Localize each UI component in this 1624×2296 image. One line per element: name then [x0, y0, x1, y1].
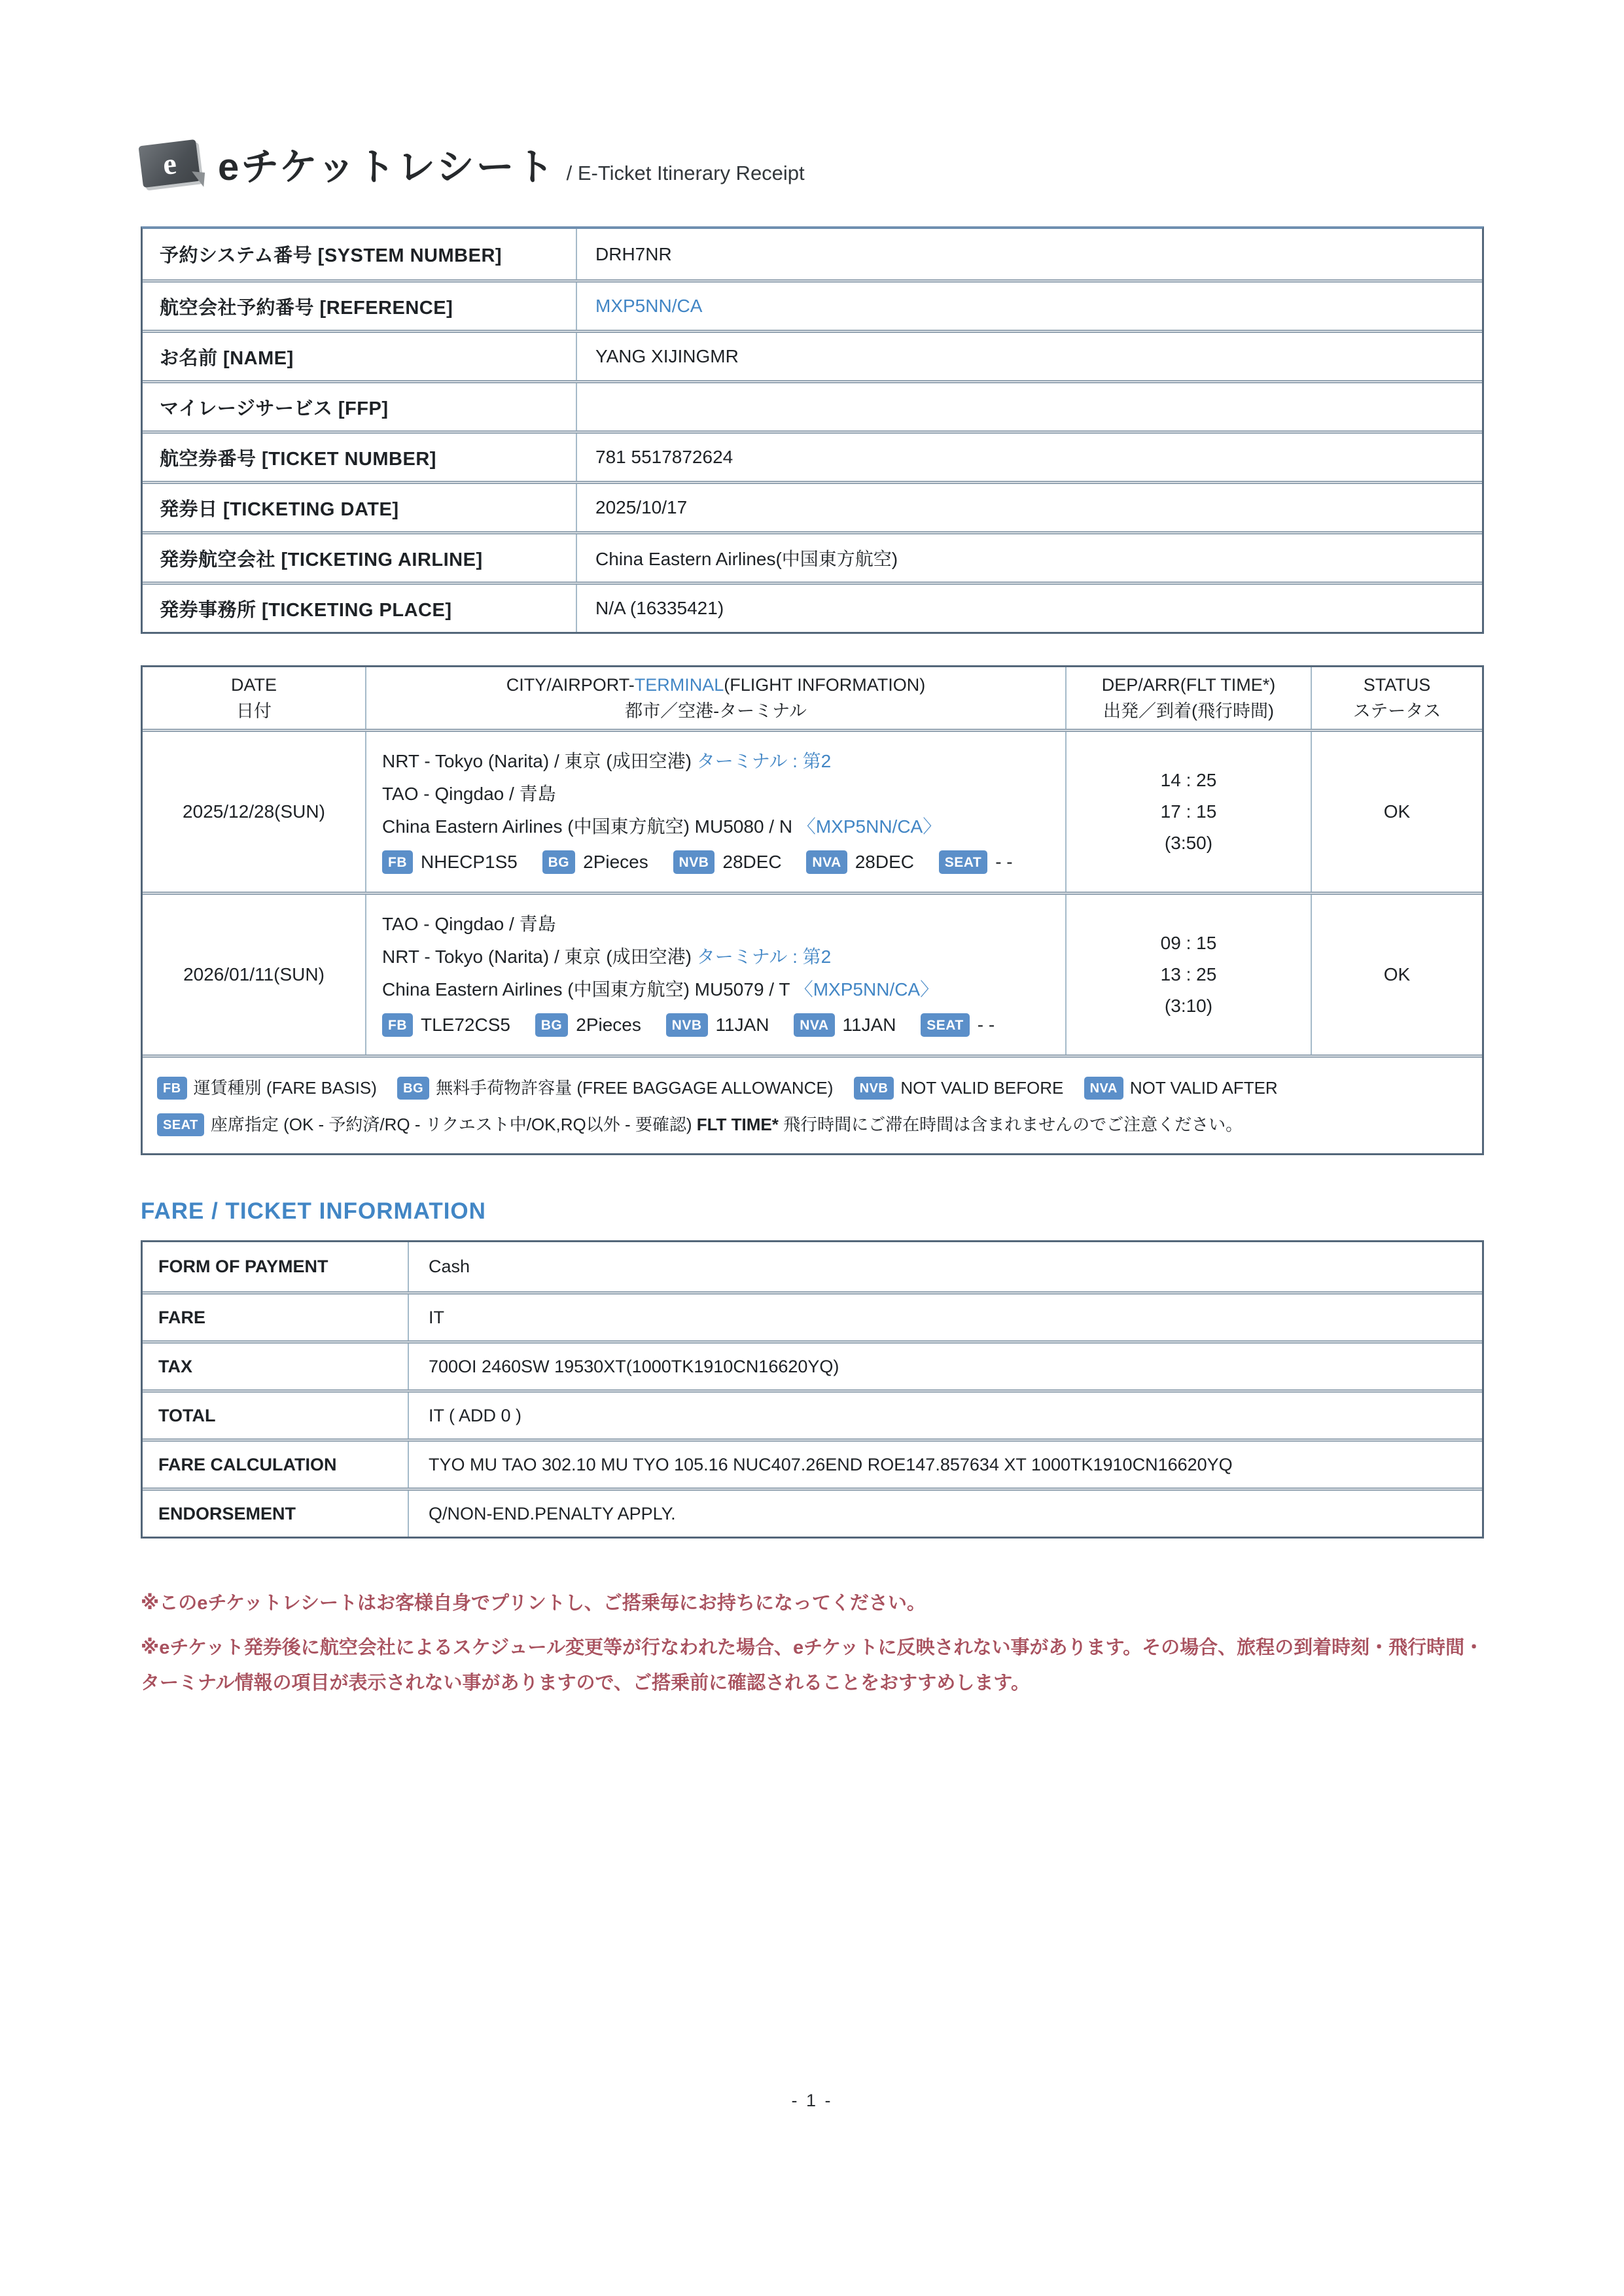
seat-legend-main: 座席指定 (OK - 予約済/RQ - リクエスト中/OK,RQ以外 - 要確認)	[210, 1115, 697, 1134]
ticketing-airline-label: 発券航空会社 [TICKETING AIRLINE]	[160, 549, 483, 570]
fare-calculation-label: FARE CALCULATION	[158, 1454, 337, 1474]
header-city-ja: 都市／空港-ターミナル	[625, 701, 807, 721]
table-row	[143, 1438, 1482, 1487]
table-row	[143, 430, 1482, 481]
terminal-info: ターミナル : 第2	[696, 751, 832, 771]
header-date-en: DATE	[230, 675, 277, 695]
header-city-en	[506, 672, 926, 698]
flight-date: 2026/01/11(SUN)	[183, 964, 325, 984]
header-dep-en: DEP/ARR(FLT TIME*)	[1101, 675, 1276, 695]
bg-badge: BG	[542, 850, 576, 874]
table-row	[143, 1389, 1482, 1438]
total-value: IT ( ADD 0 )	[408, 1393, 1482, 1438]
arrival-time: 13 : 25	[1160, 964, 1217, 984]
eticket-icon-letter: e	[161, 146, 178, 181]
segment-line	[382, 941, 1059, 973]
document-title	[218, 136, 805, 191]
header-dep-arr	[1065, 667, 1311, 729]
legend-line-1	[157, 1070, 1469, 1106]
fb-badge: FB	[157, 1077, 187, 1100]
fare-badges-line	[382, 846, 1059, 878]
table-row	[143, 229, 1482, 279]
fb-legend-text: 運賃種別 (FARE BASIS)	[193, 1078, 377, 1098]
header-dep-ja: 出発／到着(飛行時間)	[1103, 701, 1274, 721]
departure-time: 09 : 15	[1160, 933, 1217, 953]
flt-time-note: 飛行時間にご滞在時間は含まれませんのでご注意ください。	[778, 1115, 1243, 1134]
title-japanese: eチケットレシート	[218, 146, 556, 188]
nva-badge: NVA	[1084, 1077, 1123, 1100]
bg-badge: BG	[535, 1013, 569, 1037]
terminal-info: ターミナル : 第2	[696, 947, 832, 967]
system-number-label: 予約システム番号 [SYSTEM NUMBER]	[160, 245, 503, 266]
table-row	[143, 380, 1482, 430]
reference-label: 航空会社予約番号 [REFERENCE]	[160, 297, 453, 319]
header-city-pre: CITY/AIRPORT-	[506, 675, 635, 695]
seat-badge: SEAT	[157, 1113, 204, 1136]
table-row	[143, 582, 1482, 632]
tax-label: TAX	[158, 1356, 192, 1376]
note-schedule-change: ※eチケット発券後に航空会社によるスケジュール変更等が行なわれた場合、eチケットに反映されない事があります。その場合、旅程の到着時刻・飛行時間・ターミナル情報の項目が表示されない事がありますので、ご搭乗前に確認されることをおすすめします。	[141, 1637, 1484, 1694]
header-status-en: STATUS	[1363, 675, 1431, 695]
fb-badge: FB	[382, 850, 413, 874]
flight-date: 2025/12/28(SUN)	[183, 801, 325, 822]
nvb-badge: NVB	[666, 1013, 708, 1037]
ticketing-date-value: 2025/10/17	[576, 484, 1482, 531]
table-row	[143, 330, 1482, 380]
legend-line-2	[157, 1106, 1469, 1143]
form-of-payment-value: Cash	[408, 1242, 1482, 1291]
fare-calculation-value: TYO MU TAO 302.10 MU TYO 105.16 NUC407.26END ROE147.857634 XT 1000TK1910CN16620YQ	[408, 1442, 1482, 1487]
flight-number-line	[382, 810, 1059, 843]
flight-times	[1065, 732, 1311, 892]
nva-value: 28DEC	[855, 852, 914, 872]
table-row	[143, 1242, 1482, 1291]
booking-info-table	[141, 226, 1484, 634]
table-row	[143, 279, 1482, 330]
ticket-number-label: 航空券番号 [TICKET NUMBER]	[160, 448, 436, 470]
segment-text: NRT - Tokyo (Narita) / 東京 (成田空港)	[382, 751, 697, 771]
nvb-value: 11JAN	[715, 1015, 769, 1035]
nva-value: 11JAN	[842, 1015, 896, 1035]
table-row	[143, 1291, 1482, 1340]
fb-value: TLE72CS5	[421, 1015, 510, 1035]
ticketing-airline-value: China Eastern Airlines(中国東方航空)	[576, 534, 1482, 582]
table-row	[143, 1487, 1482, 1537]
seat-value: - -	[995, 852, 1013, 872]
arrival-time: 17 : 15	[1160, 801, 1217, 822]
table-row	[143, 531, 1482, 582]
flight-city-info	[365, 732, 1065, 892]
header-status-ja: ステータス	[1352, 701, 1441, 721]
segment-line	[382, 778, 1059, 810]
flight-itinerary-table	[141, 665, 1484, 1155]
bg-badge: BG	[397, 1077, 429, 1100]
system-number-value: DRH7NR	[576, 229, 1482, 279]
endorsement-value: Q/NON-END.PENALTY APPLY.	[408, 1491, 1482, 1537]
ticketing-date-label: 発券日 [TICKETING DATE]	[160, 498, 399, 520]
ffp-label: マイレージサービス [FFP]	[160, 398, 389, 419]
eticket-icon	[138, 139, 200, 188]
header-city-post: (FLIGHT INFORMATION)	[724, 675, 926, 695]
segment-text: TAO - Qingdao / 青島	[382, 914, 556, 934]
segment-line	[382, 745, 1059, 778]
header-date	[143, 667, 365, 729]
bg-value: 2Pieces	[576, 1015, 641, 1035]
ticket-number-value: 781 5517872624	[576, 434, 1482, 481]
abbreviation-legend	[143, 1054, 1482, 1153]
fare-section-heading: FARE / TICKET INFORMATION	[141, 1198, 486, 1224]
fb-value: NHECP1S5	[421, 852, 518, 872]
note-print-reminder: ※このeチケットレシートはお客様自身でプリントし、ご搭乗毎にお持ちになってください。	[141, 1593, 926, 1614]
table-row	[143, 1340, 1482, 1389]
tax-value: 700OI 2460SW 19530XT(1000TK1910CN16620YQ)	[408, 1344, 1482, 1389]
flight-table-header	[143, 667, 1482, 732]
ffp-value	[576, 383, 1482, 430]
flt-time-label: FLT TIME*	[696, 1115, 779, 1134]
flight-status: OK	[1311, 732, 1482, 892]
name-value: YANG XIJINGMR	[576, 333, 1482, 380]
bg-value: 2Pieces	[583, 852, 648, 872]
nvb-legend-text: NOT VALID BEFORE	[900, 1078, 1064, 1098]
total-label: TOTAL	[158, 1405, 216, 1425]
fare-info-table	[141, 1240, 1484, 1539]
seat-badge: SEAT	[921, 1013, 969, 1037]
seat-badge: SEAT	[939, 850, 987, 874]
title-english: / E-Ticket Itinerary Receipt	[566, 162, 805, 184]
segment-text: TAO - Qingdao / 青島	[382, 784, 556, 804]
airline-flight-text: China Eastern Airlines (中国東方航空) MU5080 / N	[382, 816, 798, 837]
reference-code: 〈MXP5NN/CA〉	[794, 979, 939, 1000]
nva-badge: NVA	[794, 1013, 834, 1037]
endorsement-label: ENDORSEMENT	[158, 1503, 296, 1523]
passenger-notes	[141, 1586, 1484, 1701]
flight-city-info	[365, 895, 1065, 1054]
bg-legend-text: 無料手荷物許容量 (FREE BAGGAGE ALLOWANCE)	[436, 1078, 834, 1098]
ticketing-place-value: N/A (16335421)	[576, 585, 1482, 632]
ticketing-place-label: 発券事務所 [TICKETING PLACE]	[160, 599, 452, 621]
nvb-badge: NVB	[854, 1077, 894, 1100]
nvb-value: 28DEC	[722, 852, 782, 872]
flight-row	[143, 892, 1482, 1054]
header-city-terminal: TERMINAL	[634, 675, 724, 695]
flight-number-line	[382, 973, 1059, 1006]
flight-row	[143, 732, 1482, 892]
flight-status: OK	[1311, 895, 1482, 1054]
reference-code: 〈MXP5NN/CA〉	[797, 816, 942, 837]
name-label: お名前 [NAME]	[160, 347, 294, 369]
page-number: - 1 -	[791, 2091, 833, 2110]
seat-legend-text	[211, 1115, 1243, 1134]
seat-value: - -	[977, 1015, 995, 1035]
nva-badge: NVA	[806, 850, 847, 874]
segment-text: NRT - Tokyo (Narita) / 東京 (成田空港)	[382, 947, 697, 967]
form-of-payment-label: FORM OF PAYMENT	[158, 1257, 328, 1276]
airline-flight-text: China Eastern Airlines (中国東方航空) MU5079 / T	[382, 979, 795, 1000]
reference-value: MXP5NN/CA	[576, 283, 1482, 330]
departure-time: 14 : 25	[1160, 770, 1217, 790]
header-status	[1311, 667, 1482, 729]
fare-value: IT	[408, 1295, 1482, 1340]
flight-duration: (3:50)	[1164, 833, 1213, 853]
header-city	[365, 667, 1065, 729]
fare-label: FARE	[158, 1307, 206, 1327]
table-row	[143, 481, 1482, 531]
nva-legend-text: NOT VALID AFTER	[1129, 1078, 1278, 1098]
nvb-badge: NVB	[673, 850, 715, 874]
fb-badge: FB	[382, 1013, 413, 1037]
document-header	[141, 136, 1483, 191]
flight-times	[1065, 895, 1311, 1054]
header-date-ja: 日付	[236, 701, 272, 721]
flight-duration: (3:10)	[1164, 996, 1213, 1016]
segment-line	[382, 908, 1059, 941]
fare-badges-line	[382, 1009, 1059, 1041]
